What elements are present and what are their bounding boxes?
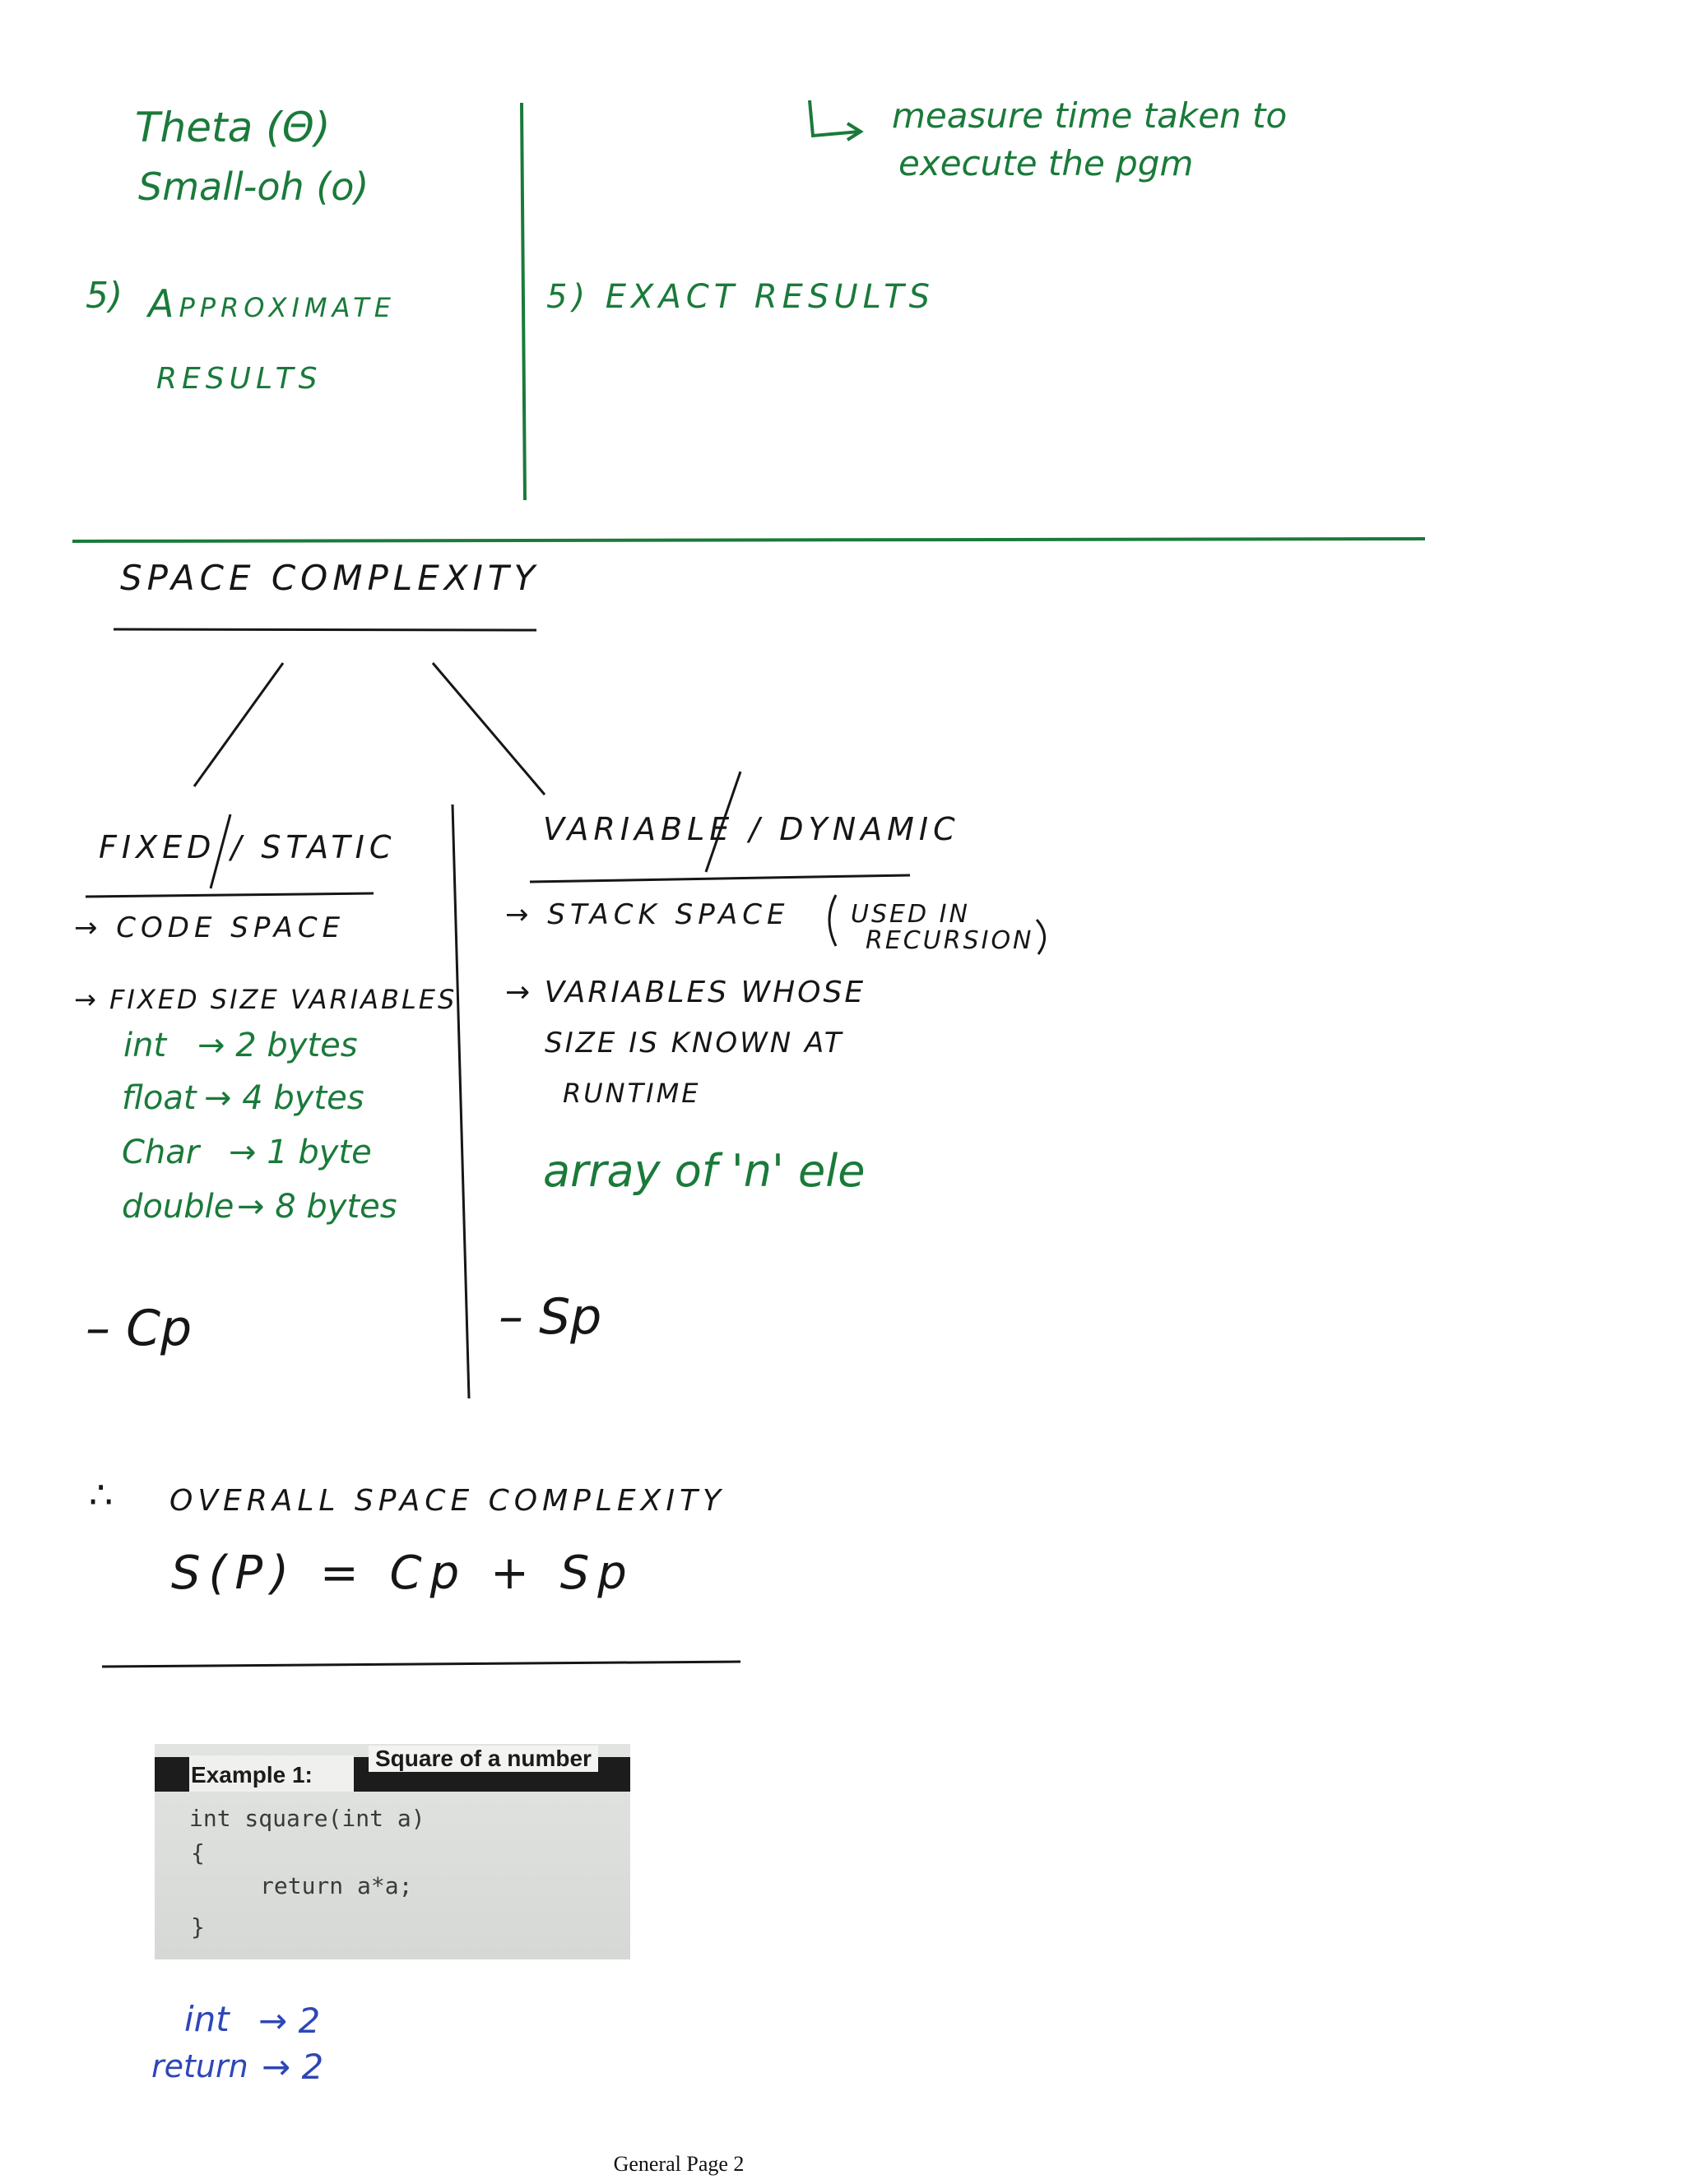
size-known-line: SIZE IS KNOWN AT — [545, 1027, 844, 1060]
fixed-size-variables-item: → FIXED SIZE VARIABLES — [74, 984, 457, 1015]
type-int: int — [123, 1027, 167, 1064]
annotation-int-label: int — [184, 1999, 230, 2039]
sp-symbol: – Sp — [499, 1288, 602, 1346]
example-title: Square of a number — [369, 1746, 598, 1772]
stack-note-line-1: USED IN — [851, 900, 970, 929]
annotation-int-value: → 2 — [258, 2001, 321, 2041]
section-separator — [72, 539, 1425, 541]
type-char: Char — [122, 1134, 200, 1171]
middle-vertical-divider — [453, 805, 469, 1398]
item5-number: 5) — [86, 275, 123, 317]
type-double: double — [122, 1188, 234, 1226]
stack-note-bracket-close — [1037, 920, 1045, 954]
code-line-2: { — [191, 1839, 205, 1866]
measure-line-1: measure time taken to — [892, 95, 1288, 136]
theta-text: Theta (Θ) — [135, 104, 331, 151]
code-line-1: int square(int a) — [189, 1805, 425, 1832]
size-int: → 2 bytes — [197, 1027, 358, 1064]
branch-left — [194, 663, 283, 786]
top-vertical-divider — [522, 103, 525, 500]
code-space-item: → CODE SPACE — [74, 911, 346, 944]
annotation-return-label: return — [151, 2048, 248, 2084]
code-line-3: return a*a; — [260, 1872, 413, 1899]
type-float: float — [122, 1079, 197, 1117]
annotation-return-value: → 2 — [262, 2047, 324, 2087]
small-oh-text: Small-oh (o) — [138, 165, 369, 209]
overall-space-complexity-label: OVERALL SPACE COMPLEXITY — [169, 1484, 726, 1518]
space-complexity-underline — [114, 629, 536, 630]
code-line-4: } — [191, 1913, 205, 1941]
stack-note-bracket-open — [829, 895, 836, 946]
size-float: → 4 bytes — [204, 1079, 364, 1117]
l-arrow — [810, 100, 859, 136]
formula-underline — [102, 1662, 740, 1667]
variable-underline — [530, 875, 910, 882]
array-note: array of 'n' ele — [543, 1145, 866, 1197]
example-code-image — [155, 1744, 630, 1959]
fixed-static-title: FIXED / STATIC — [99, 829, 397, 865]
variable-dynamic-title: VARIABLE / DYNAMIC — [543, 811, 960, 847]
variables-whose-line: → VARIABLES WHOSE — [505, 976, 866, 1009]
measure-line-2: execute the pgm — [898, 143, 1194, 183]
stack-space-item: → STACK SPACE — [505, 898, 790, 931]
cp-symbol: – Cp — [86, 1300, 193, 1357]
space-complexity-heading: SPACE COMPLEXITY — [120, 558, 541, 598]
approximate-results-text: RESULTS — [156, 362, 323, 396]
approximate-text: Approximate — [148, 281, 396, 326]
size-double: → 8 bytes — [237, 1188, 397, 1226]
runtime-line: RUNTIME — [563, 1078, 701, 1109]
stack-note-line-2: RECURSION — [866, 926, 1034, 955]
size-char: → 1 byte — [229, 1134, 372, 1171]
exact-results-text: 5) EXACT RESULTS — [546, 278, 935, 316]
therefore-symbol: ∴ — [89, 1472, 114, 1517]
page-footer: General Page 2 — [613, 2152, 745, 2176]
example-label: Example 1: — [191, 1762, 313, 1788]
fixed-underline — [86, 893, 374, 897]
space-formula: S(P) = Cp + Sp — [171, 1546, 635, 1600]
branch-right — [433, 663, 545, 795]
